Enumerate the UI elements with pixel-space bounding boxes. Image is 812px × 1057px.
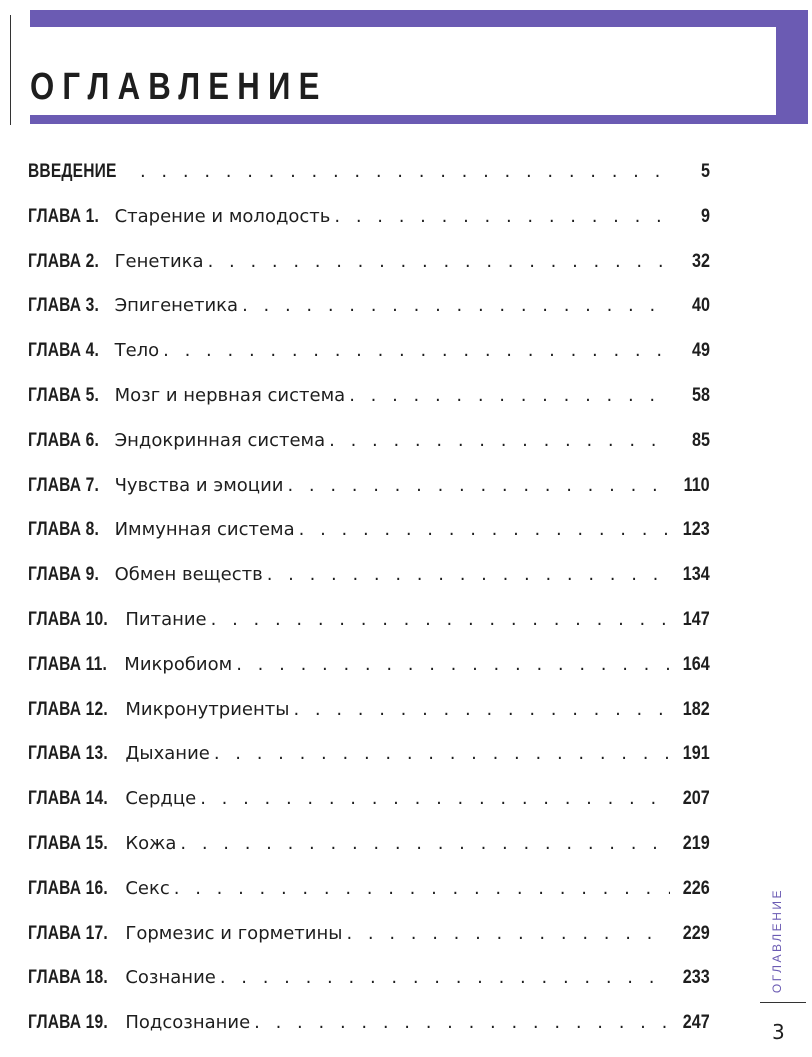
- toc-leader-dots: [334, 206, 672, 227]
- toc-leader-dots: [174, 878, 671, 899]
- toc-leader-dots: [180, 833, 670, 854]
- toc-entry-chapter-19[interactable]: [28, 1012, 710, 1057]
- toc-leader-dots: [349, 385, 672, 406]
- toc-chapter-label: ГЛАВА 8.: [28, 519, 99, 541]
- toc-page-number: 229: [683, 922, 710, 944]
- toc-page-number: 123: [683, 519, 710, 541]
- title-box: [30, 27, 776, 115]
- toc-entry-chapter-9[interactable]: [28, 564, 710, 609]
- toc-chapter-label: ВВЕДЕНИЕ: [28, 161, 117, 182]
- toc-chapter-label: ГЛАВА 18.: [28, 967, 108, 989]
- toc-page-number: 58: [692, 384, 710, 406]
- toc-page-number: 49: [692, 340, 710, 362]
- toc-entry-chapter-2[interactable]: [28, 251, 710, 296]
- toc-chapter-title: Чувства и эмоции: [114, 474, 284, 496]
- section-side-label: [770, 888, 790, 994]
- toc-page-number: 5: [701, 161, 710, 182]
- left-margin-rule: [10, 15, 11, 125]
- toc-chapter-label: ГЛАВА 12.: [28, 698, 108, 720]
- toc-page-number: 207: [683, 788, 710, 810]
- toc-chapter-label: ГЛАВА 16.: [28, 877, 108, 899]
- toc-leader-dots: [299, 519, 671, 540]
- toc-page-number: 182: [683, 698, 710, 720]
- toc-chapter-title: Питание: [125, 608, 207, 630]
- toc-chapter-title: Сознание: [125, 967, 216, 989]
- toc-chapter-title: Тело: [114, 340, 160, 362]
- toc-chapter-title: Микробиом: [124, 653, 233, 675]
- toc-chapter-title: Генетика: [114, 250, 204, 272]
- toc-chapter-title: Сердце: [125, 788, 197, 810]
- toc-chapter-title: Иммунная система: [114, 519, 295, 541]
- toc-chapter-label: ГЛАВА 9.: [28, 564, 99, 586]
- toc-leader-dots: [287, 475, 671, 496]
- toc-entry-chapter-8[interactable]: [28, 519, 710, 564]
- toc-page-number: 147: [683, 608, 710, 630]
- toc-chapter-label: ГЛАВА 2.: [28, 250, 99, 272]
- toc-chapter-label: ГЛАВА 5.: [28, 384, 99, 406]
- toc-page-number: 164: [683, 653, 710, 675]
- toc-entry-chapter-17[interactable]: [28, 923, 710, 968]
- toc-chapter-label: ГЛАВА 6.: [28, 429, 99, 451]
- toc-leader-dots: [242, 295, 672, 316]
- toc-leader-dots: [163, 340, 672, 361]
- toc-chapter-label: ГЛАВА 1.: [28, 205, 99, 227]
- toc-entry-chapter-4[interactable]: [28, 340, 710, 385]
- toc-chapter-label: ГЛАВА 10.: [28, 608, 108, 630]
- toc-chapter-label: ГЛАВА 7.: [28, 474, 99, 496]
- toc-chapter-label: ГЛАВА 19.: [28, 1012, 108, 1034]
- toc-page-number: 219: [683, 832, 710, 854]
- toc-leader-dots: [214, 743, 670, 764]
- toc-entry-chapter-18[interactable]: [28, 967, 710, 1012]
- page-title: ОГЛАВЛЕНИЕ: [30, 66, 328, 108]
- toc-entry-chapter-7[interactable]: [28, 475, 710, 520]
- toc-chapter-label: ГЛАВА 4.: [28, 340, 99, 362]
- toc-page-number: 40: [692, 295, 710, 317]
- toc-entry-chapter-12[interactable]: [28, 699, 710, 744]
- toc-page-number: 233: [683, 967, 710, 989]
- toc-entry-chapter-5[interactable]: [28, 385, 710, 430]
- toc-entry-chapter-11[interactable]: [28, 654, 710, 699]
- toc-page-number: 85: [692, 429, 710, 451]
- toc-leader-dots: [220, 967, 670, 988]
- toc-chapter-title: Дыхание: [125, 743, 210, 765]
- toc-leader-dots: [254, 1012, 670, 1033]
- toc-leader-dots: [346, 923, 670, 944]
- toc-chapter-title: Подсознание: [125, 1012, 251, 1034]
- toc-page-number: 134: [683, 564, 710, 586]
- toc-chapter-title: Старение и молодость: [114, 205, 331, 227]
- toc-entry-chapter-3[interactable]: [28, 295, 710, 340]
- toc-chapter-title: Эпигенетика: [114, 295, 239, 317]
- toc-chapter-title: Эндокринная система: [114, 429, 326, 451]
- toc-page-number: 110: [683, 474, 710, 496]
- toc-page-number: 226: [683, 877, 710, 899]
- toc-chapter-title: Микронутриенты: [125, 698, 290, 720]
- toc-leader-dots: [293, 699, 670, 720]
- toc-entry-chapter-1[interactable]: [28, 206, 710, 251]
- toc-entry-chapter-14[interactable]: [28, 788, 710, 833]
- toc-entry-chapter-10[interactable]: [28, 609, 710, 654]
- toc-leader-dots: [329, 430, 672, 451]
- toc-chapter-title: Кожа: [125, 832, 177, 854]
- toc-page-number: 32: [692, 250, 710, 272]
- toc-entry-chapter-15[interactable]: [28, 833, 710, 878]
- toc-leader-dots: [208, 251, 672, 272]
- toc-entry-chapter-16[interactable]: [28, 878, 710, 923]
- toc-entry-chapter-13[interactable]: [28, 743, 710, 788]
- toc-leader-dots: [140, 161, 672, 182]
- table-of-contents: [28, 161, 710, 1057]
- toc-chapter-title: Мозг и нервная система: [114, 384, 346, 406]
- toc-leader-dots: [267, 564, 671, 585]
- toc-leader-dots: [236, 654, 670, 675]
- folio-rule: [760, 1002, 806, 1003]
- toc-chapter-label: ГЛАВА 3.: [28, 295, 99, 317]
- page-number: 3: [772, 1020, 785, 1044]
- toc-chapter-title: Обмен веществ: [114, 564, 263, 586]
- toc-chapter-title: Секс: [125, 877, 170, 899]
- toc-chapter-label: ГЛАВА 13.: [28, 743, 108, 765]
- section-side-label-text: ОГЛАВЛЕНИЕ: [770, 888, 784, 994]
- toc-chapter-label: ГЛАВА 11.: [28, 653, 107, 675]
- title-banner: [30, 10, 808, 124]
- toc-leader-dots: [211, 609, 671, 630]
- toc-page-number: 191: [683, 743, 710, 765]
- toc-page-number: 247: [683, 1012, 710, 1034]
- toc-chapter-label: ГЛАВА 15.: [28, 832, 108, 854]
- toc-entry-chapter-6[interactable]: [28, 430, 710, 475]
- toc-leader-dots: [200, 788, 670, 809]
- toc-chapter-title: Гормезис и горметины: [125, 922, 343, 944]
- toc-page-number: 9: [701, 205, 710, 227]
- toc-entry-intro[interactable]: [28, 161, 710, 206]
- toc-chapter-label: ГЛАВА 14.: [28, 788, 108, 810]
- toc-chapter-label: ГЛАВА 17.: [28, 922, 108, 944]
